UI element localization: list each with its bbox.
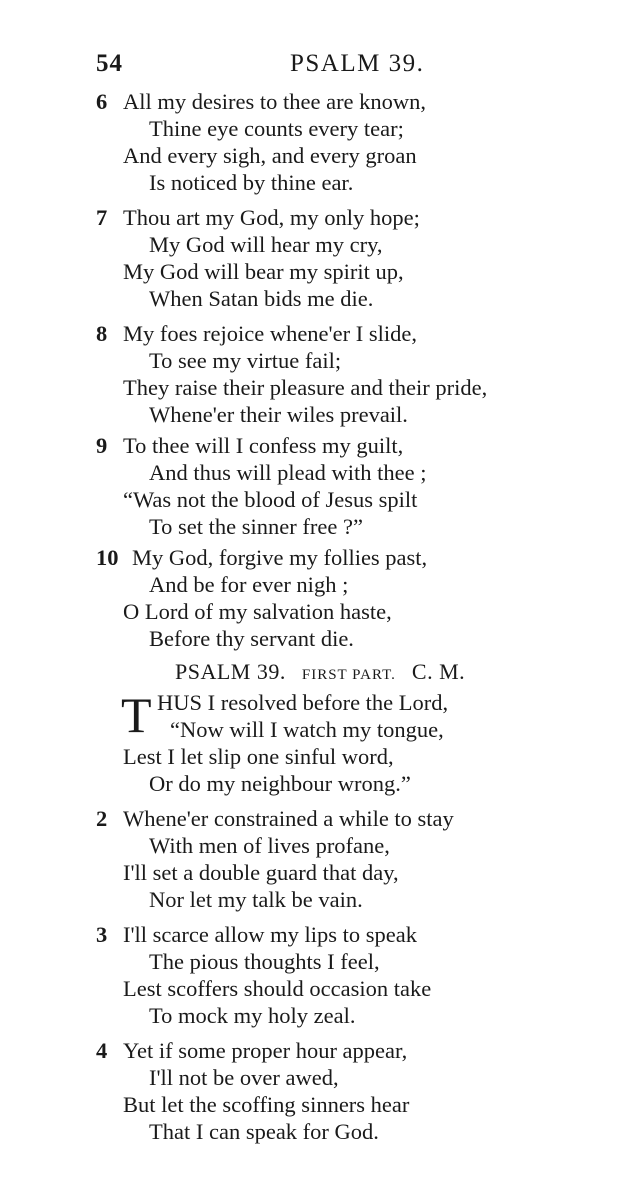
verse-text: To set the sinner free ?” — [149, 514, 363, 539]
verse-text: “Now will I watch my tongue, — [170, 717, 444, 742]
stanza-number: 4 — [96, 1038, 108, 1063]
verse-text: Whene'er their wiles prevail. — [149, 402, 408, 427]
verse-text: To thee will I confess my guilt, — [123, 433, 404, 458]
verse-line — [96, 258, 606, 285]
verse-text: My foes rejoice whene'er I slide, — [123, 321, 417, 346]
verse-line — [96, 88, 606, 115]
verse-text: And thus will plead with thee ; — [149, 460, 427, 485]
running-title: PSALM 39. — [290, 50, 425, 77]
stanza-9 — [96, 432, 606, 540]
stanza-6 — [96, 88, 606, 196]
verse-line — [96, 285, 606, 312]
verse-line — [96, 115, 606, 142]
verse-line — [96, 374, 606, 401]
verse-line — [96, 770, 606, 797]
stanza-number: 9 — [96, 433, 108, 458]
verse-line — [96, 320, 606, 347]
verse-line — [96, 432, 606, 459]
verse-text: My God will hear my cry, — [149, 232, 383, 257]
stanza-number: 6 — [96, 89, 108, 114]
verse-line — [96, 598, 606, 625]
psalm-meter: C. M. — [411, 659, 466, 684]
verse-text: With men of lives profane, — [149, 833, 390, 858]
stanza-10 — [96, 544, 606, 652]
verse-text: Thou art my God, my only hope; — [123, 205, 420, 230]
verse-line — [96, 513, 606, 540]
verse-line — [96, 625, 606, 652]
verse-line — [96, 571, 606, 598]
verse-line — [96, 142, 606, 169]
page-header — [96, 50, 596, 86]
verse-text: All my desires to thee are known, — [123, 89, 427, 114]
stanza-number: 3 — [96, 922, 108, 947]
verse-text: Before thy servant die. — [149, 626, 354, 651]
verse-text: I'll not be over awed, — [149, 1065, 339, 1090]
verse-line — [96, 886, 606, 913]
verse-text: My God will bear my spirit up, — [123, 259, 404, 284]
verse-line — [96, 948, 606, 975]
verse-line — [96, 486, 606, 513]
verse-text: Whene'er constrained a while to stay — [123, 806, 454, 831]
stanza-1 — [96, 689, 606, 797]
page-number: 54 — [96, 50, 123, 77]
verse-text: When Satan bids me die. — [149, 286, 374, 311]
stanza-number: 2 — [96, 806, 108, 831]
verse-line — [96, 1118, 606, 1145]
verse-text: Yet if some proper hour appear, — [123, 1038, 408, 1063]
verse-line — [96, 231, 606, 258]
verse-line — [96, 1002, 606, 1029]
verse-text: Or do my neighbour wrong.” — [149, 771, 411, 796]
verse-line — [96, 743, 606, 770]
psalm-heading — [96, 655, 606, 689]
verse-text: My God, forgive my follies past, — [132, 545, 428, 570]
verse-line — [96, 169, 606, 196]
verse-text: Lest I let slip one sinful word, — [123, 744, 394, 769]
verse-text: To see my virtue fail; — [149, 348, 342, 373]
verse-text: But let the scoffing sinners hear — [123, 1092, 410, 1117]
verse-line — [96, 859, 606, 886]
drop-cap-letter: T — [121, 687, 152, 743]
verse-line — [96, 716, 606, 743]
verse-text: Thine eye counts every tear; — [149, 116, 404, 141]
verse-text: To mock my holy zeal. — [149, 1003, 356, 1028]
verse-text: And be for ever nigh ; — [149, 572, 349, 597]
stanza-3 — [96, 921, 606, 1029]
verse-text: Lest scoffers should occasion take — [123, 976, 432, 1001]
verse-line — [96, 832, 606, 859]
verse-text: HUS I resolved before the Lord, — [157, 690, 449, 715]
verse-line — [96, 921, 606, 948]
stanza-number: 7 — [96, 205, 108, 230]
verse-line — [96, 1064, 606, 1091]
verse-text: I'll set a double guard that day, — [123, 860, 399, 885]
stanza-2 — [96, 805, 606, 913]
verse-line — [96, 204, 606, 231]
verse-line — [96, 459, 606, 486]
verse-text: O Lord of my salvation haste, — [123, 599, 392, 624]
stanza-8 — [96, 320, 606, 428]
verse-text: The pious thoughts I feel, — [149, 949, 380, 974]
verse-line — [96, 1037, 606, 1064]
verse-text: Is noticed by thine ear. — [149, 170, 354, 195]
verse-text: That I can speak for God. — [149, 1119, 379, 1144]
stanza-4 — [96, 1037, 606, 1145]
verse-line — [96, 975, 606, 1002]
verse-text: They raise their pleasure and their pride, — [123, 375, 488, 400]
stanza-7 — [96, 204, 606, 312]
verse-line — [96, 805, 606, 832]
verse-line — [96, 401, 606, 428]
verse-text: I'll scarce allow my lips to speak — [123, 922, 417, 947]
stanza-number: 10 — [96, 545, 119, 570]
verse-text: “Was not the blood of Jesus spilt — [123, 487, 418, 512]
verse-line — [96, 347, 606, 374]
verse-line — [96, 544, 606, 571]
verse-text: And every sigh, and every groan — [123, 143, 417, 168]
page-content — [96, 88, 606, 1145]
stanza-number: 8 — [96, 321, 108, 346]
verse-line — [96, 1091, 606, 1118]
psalm-part: FIRST PART. — [301, 667, 396, 683]
verse-text: Nor let my talk be vain. — [149, 887, 363, 912]
psalm-title: PSALM 39. — [175, 659, 286, 684]
